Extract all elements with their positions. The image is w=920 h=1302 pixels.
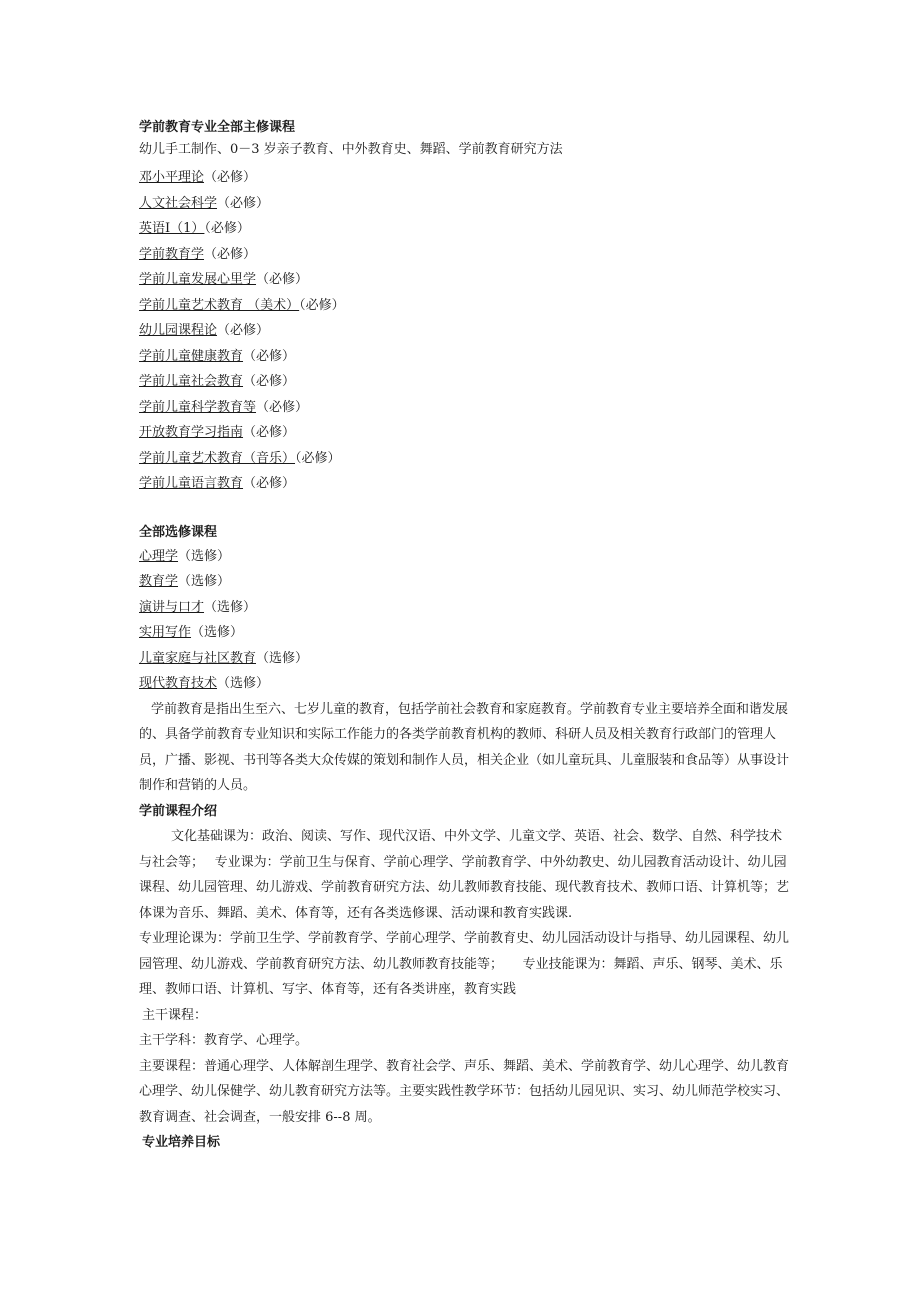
- course-item: [139, 216, 794, 242]
- course-link[interactable]: 学前儿童社会教育: [139, 374, 244, 389]
- course-type-note: （必修）: [204, 170, 257, 185]
- course-item: [139, 191, 794, 217]
- course-link[interactable]: 学前教育学: [139, 246, 205, 262]
- main-subjects: 主干学科：教育学、心理学。: [139, 1033, 309, 1048]
- course-type-note: （选修）: [178, 548, 231, 564]
- course-type-note: （必修）: [217, 323, 270, 338]
- course-type-note: （必修）: [299, 297, 345, 313]
- course-item: [139, 293, 794, 319]
- course-type-note: （必修）: [243, 348, 296, 364]
- course-item: [139, 318, 794, 344]
- courses-intro-paragraph-1: 文化基础课为：政治、阅读、写作、现代汉语、中外文学、儿童文学、英语、社会、数学、自然、科学技术与社会等； 专业课为：学前卫生与保育、学前心理学、学前教育学、中外幼教史、幼儿园教育活动设计、幼儿园课程、幼儿园管理、幼儿游戏、学前教育研究方法、幼儿教师教育技能、现代教育技术、教师口语、计算机等；艺体课为音乐、舞蹈、美术、体育等，还有各类选修课、活动课和教育实践课.: [139, 829, 790, 921]
- course-item: [139, 595, 794, 621]
- courses-intro-paragraph-2: 专业理论课为：学前卫生学、学前教育学、学前心理学、学前教育史、幼儿园活动设计与指导、幼儿园课程、幼儿园管理、幼儿游戏、学前教育研究方法、幼儿教师教育技能等； 专业技能课为：舞蹈、声乐、钢琴、美术、乐理、教师口语、计算机、写字、体育等，还有各类讲座，教育实践: [139, 931, 790, 997]
- course-link[interactable]: 学前儿童语言教育: [139, 476, 244, 491]
- document-page: [139, 117, 794, 1156]
- course-item: [139, 165, 794, 191]
- course-link[interactable]: 教育学: [139, 574, 179, 589]
- courses-intro-heading: 学前课程介绍: [139, 803, 218, 819]
- main-courses-label: 主干课程：: [142, 1007, 208, 1023]
- course-item: [139, 420, 794, 446]
- course-item: [139, 267, 794, 293]
- course-type-note: （必修）: [243, 425, 296, 440]
- course-type-note: （选修）: [191, 625, 244, 640]
- elective-course-list: [139, 544, 794, 697]
- course-link[interactable]: 开放教育学习指南: [139, 425, 244, 440]
- course-item: [139, 369, 794, 395]
- course-type-note: （必修）: [243, 476, 296, 491]
- course-type-note: （选修）: [256, 650, 309, 666]
- training-goal-heading: 专业培养目标: [142, 1135, 221, 1150]
- course-link[interactable]: 学前儿童健康教育: [139, 348, 244, 364]
- course-type-note: （必修）: [204, 246, 257, 262]
- course-type-note: （选修）: [204, 599, 257, 615]
- course-link[interactable]: 实用写作: [139, 625, 192, 640]
- course-item: [139, 569, 794, 595]
- course-link[interactable]: 幼儿园课程论: [139, 323, 218, 338]
- course-item: [139, 646, 794, 672]
- course-item: [139, 242, 794, 268]
- required-courses-subline: 幼儿手工制作、0－3 岁亲子教育、中外教育史、舞蹈、学前教育研究方法: [139, 142, 563, 157]
- course-link[interactable]: 学前儿童科学教育等: [139, 399, 257, 415]
- course-link[interactable]: 学前儿童艺术教育（音乐）: [139, 450, 296, 466]
- course-type-note: （必修）: [243, 374, 296, 389]
- course-type-note: （必修）: [256, 272, 309, 287]
- intro-paragraph: 学前教育是指出生至六、七岁儿童的教育，包括学前社会教育和家庭教育。学前教育专业主要培养全面和谐发展的、具备学前教育专业知识和实际工作能力的各类学前教育机构的教师、科研人员及相关教育行政部门的管理人员，广播、影视、书刊等各类大众传媒的策划和制作人员，相关企业（如儿童玩具、儿童服装和食品等）从事设计制作和营销的人员。: [139, 701, 790, 793]
- course-link[interactable]: 英语Ⅰ（1）: [139, 221, 205, 236]
- course-item: [139, 620, 794, 646]
- course-link[interactable]: 人文社会科学: [139, 195, 218, 211]
- required-courses-heading: 学前教育专业全部主修课程: [139, 120, 296, 135]
- course-item: [139, 446, 794, 472]
- course-item: [139, 671, 794, 697]
- elective-courses-heading: 全部选修课程: [139, 524, 218, 540]
- course-link[interactable]: 演讲与口才: [139, 599, 205, 615]
- course-link[interactable]: 心理学: [139, 548, 179, 564]
- course-link[interactable]: 邓小平理论: [139, 170, 205, 185]
- required-course-list: [139, 165, 794, 497]
- course-item: [139, 544, 794, 570]
- section-gap: [139, 497, 794, 522]
- course-type-note: （必修）: [204, 221, 250, 236]
- course-type-note: （必修）: [217, 195, 270, 211]
- course-type-note: （必修）: [256, 399, 309, 415]
- course-link[interactable]: 现代教育技术: [139, 676, 218, 691]
- course-item: [139, 395, 794, 421]
- course-item: [139, 471, 794, 497]
- course-link[interactable]: 儿童家庭与社区教育: [139, 650, 257, 666]
- course-link[interactable]: 学前儿童发展心里学: [139, 272, 257, 287]
- course-type-note: （选修）: [217, 676, 270, 691]
- main-courses-detail: 主要课程：普通心理学、人体解剖生理学、教育社会学、声乐、舞蹈、美术、学前教育学、幼儿心理学、幼儿教育心理学、幼儿保健学、幼儿教育研究方法等。主要实践性教学环节：包括幼儿园见识、实习、幼儿师范学校实习、教育调查、社会调查，一般安排 6--8 周。: [139, 1058, 790, 1125]
- course-type-note: （必修）: [295, 450, 341, 466]
- course-item: [139, 344, 794, 370]
- course-link[interactable]: 学前儿童艺术教育 （美术）: [139, 297, 300, 313]
- course-type-note: （选修）: [178, 574, 231, 589]
